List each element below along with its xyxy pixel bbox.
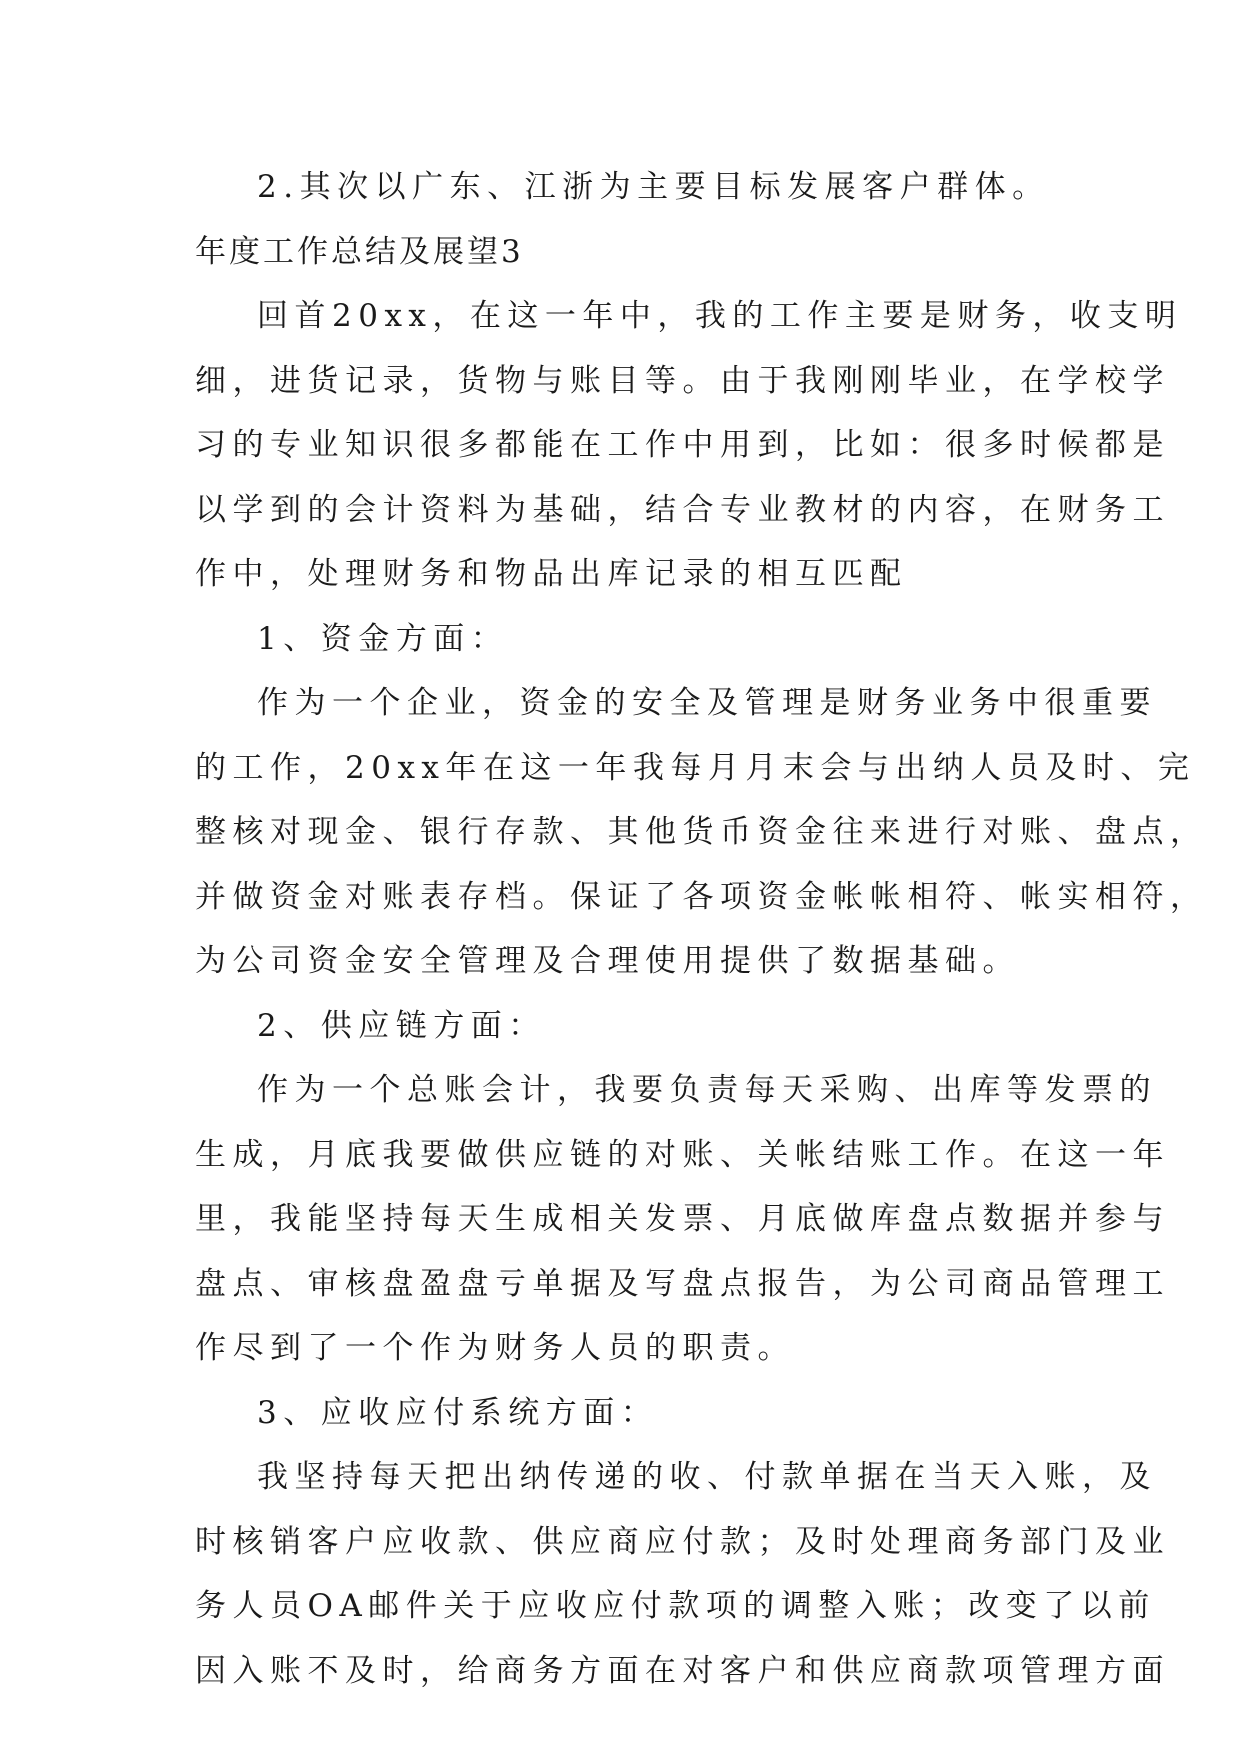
document-body xyxy=(195,155,1208,1703)
paragraph-line: 以学到的会计资料为基础，结合专业教材的内容，在财务工 xyxy=(195,491,1170,528)
paragraph-line: 盘点、审核盘盈盘亏单据及写盘点报告，为公司商品管理工 xyxy=(195,1265,1170,1302)
paragraph-line: 习的专业知识很多都能在工作中用到，比如：很多时候都是 xyxy=(195,427,1170,463)
subheading-receivables-payables: 3、应收应付系统方面： xyxy=(257,1394,659,1431)
paragraph-line: 作尽到了一个作为财务人员的职责。 xyxy=(195,1330,795,1366)
paragraph-line: 务人员OA邮件关于应收应付款项的调整入账；改变了以前 xyxy=(195,1588,1156,1624)
list-item-target-customers: 2.其次以广东、江浙为主要目标发展客户群体。 xyxy=(257,169,1050,205)
paragraph-line: 为公司资金安全管理及合理使用提供了数据基础。 xyxy=(195,943,1020,979)
paragraph-line: 因入账不及时，给商务方面在对客户和供应商款项管理方面 xyxy=(195,1652,1170,1689)
paragraph-line: 细，进货记录，货物与账目等。由于我刚刚毕业，在学校学 xyxy=(195,362,1170,399)
paragraph-line: 里，我能坚持每天生成相关发票、月底做库盘点数据并参与 xyxy=(195,1201,1170,1237)
paragraph-line: 作中，处理财务和物品出库记录的相互匹配 xyxy=(195,556,908,592)
section-heading: 年度工作总结及展望3 xyxy=(195,233,524,270)
paragraph-line: 并做资金对账表存档。保证了各项资金帐帐相符、帐实相符， xyxy=(195,878,1208,915)
paragraph-line: 作为一个企业，资金的安全及管理是财务业务中很重要 xyxy=(257,685,1157,721)
paragraph-line: 作为一个总账会计，我要负责每天采购、出库等发票的 xyxy=(257,1072,1157,1108)
paragraph-line: 整核对现金、银行存款、其他货币资金往来进行对账、盘点， xyxy=(195,814,1208,850)
paragraph-line: 的工作，20xx年在这一年我每月月末会与出纳人员及时、完 xyxy=(195,749,1196,786)
paragraph-line: 时核销客户应收款、供应商应付款；及时处理商务部门及业 xyxy=(195,1523,1170,1560)
paragraph-line: 我坚持每天把出纳传递的收、付款单据在当天入账，及 xyxy=(257,1459,1157,1495)
paragraph-line: 生成，月底我要做供应链的对账、关帐结账工作。在这一年 xyxy=(195,1136,1170,1173)
paragraph-line: 回首20xx，在这一年中，我的工作主要是财务，收支明 xyxy=(257,298,1183,334)
subheading-funds: 1、资金方面： xyxy=(257,620,509,657)
subheading-supply-chain: 2、供应链方面： xyxy=(257,1007,546,1044)
